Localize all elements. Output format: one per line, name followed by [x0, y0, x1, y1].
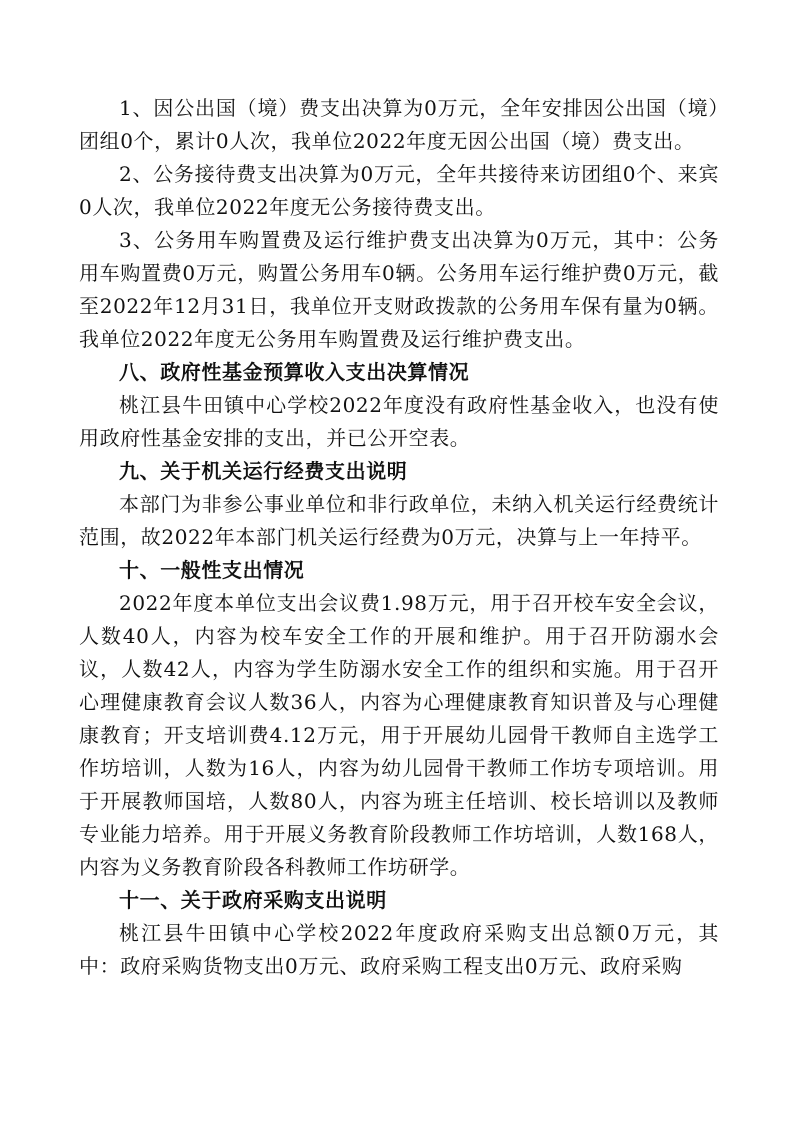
document-body: [79, 92, 719, 983]
paragraph-operating-expenses: 本部门为非参公事业单位和非行政单位，未纳入机关运行经费统计范围，故2022年本部门机关运行经费为0万元，决算与上一年持平。: [79, 492, 719, 549]
paragraph-procurement: 桃江县牛田镇中心学校2022年度政府采购支出总额0万元，其中：政府采购货物支出0万元、政府采购工程支出0万元、政府采购: [79, 921, 719, 978]
heading-government-fund: 八、政府性基金预算收入支出决算情况: [119, 360, 470, 384]
paragraph-government-fund: 桃江县牛田镇中心学校2022年度没有政府性基金收入，也没有使用政府性基金安排的支出，并已公开空表。: [79, 393, 719, 450]
heading-general-expenditure: 十、一般性支出情况: [119, 558, 305, 582]
paragraph-reception: 2、公务接待费支出决算为0万元，全年共接待来访团组0个、来宾0人次，我单位2022年度无公务接待费支出。: [79, 162, 719, 219]
paragraph-vehicles: 3、公务用车购置费及运行维护费支出决算为0万元，其中：公务用车购置费0万元，购置公务用车0辆。公务用车运行维护费0万元，截至2022年12月31日，我单位开支财政拨款的公务用车保有量为0辆。我单位2022年度无公务用车购置费及运行维护费支出。: [79, 228, 719, 351]
heading-operating-expenses: 九、关于机关运行经费支出说明: [119, 459, 408, 483]
heading-procurement: 十一、关于政府采购支出说明: [119, 888, 387, 912]
paragraph-overseas-travel: 1、因公出国（境）费支出决算为0万元，全年安排因公出国（境）团组0个，累计0人次，我单位2022年度无因公出国（境）费支出。: [79, 96, 719, 153]
paragraph-general-expenditure: 2022年度本单位支出会议费1.98万元，用于召开校车安全会议，人数40人，内容为校车安全工作的开展和维护。用于召开防溺水会议，人数42人，内容为学生防溺水安全工作的组织和实施。用于召开心理健康教育会议人数36人，内容为心理健康教育知识普及与心理健康教育；开支培训费4.12万元，用于开展幼儿园骨干教师自主选学工作坊培训，人数为16人，内容为幼儿园骨干教师工作坊专项培训。用于开展教师国培，人数80人，内容为班主任培训、校长培训以及教师专业能力培养。用于开展义务教育阶段教师工作坊培训，人数168人，内容为义务教育阶段各科教师工作坊研学。: [79, 591, 719, 879]
